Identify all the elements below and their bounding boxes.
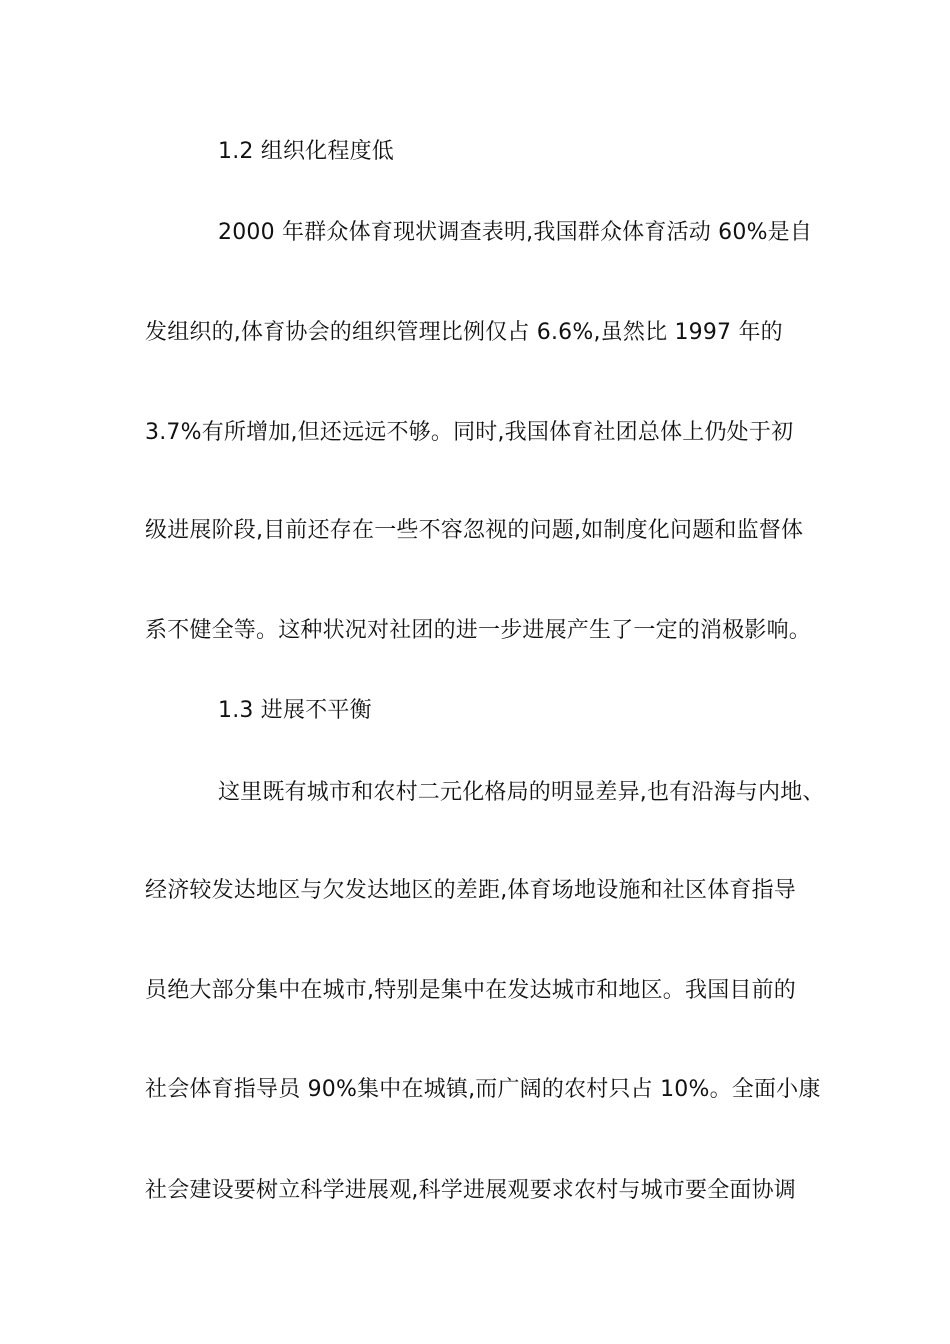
paragraph-line: 3.7%有所增加,但还远远不够。同时,我国体育社团总体上仍处于初 — [145, 420, 794, 445]
paragraph-line: 系不健全等。这种状况对社团的进一步进展产生了一定的消极影响。 — [145, 618, 812, 643]
paragraph-line: 发组织的,体育协会的组织管理比例仅占 6.6%,虽然比 1997 年的 — [145, 320, 783, 345]
paragraph-line: 这里既有城市和农村二元化格局的明显差异,也有沿海与内地、 — [218, 780, 825, 805]
paragraph-line: 社会建设要树立科学进展观,科学进展观要求农村与城市要全面协调 — [145, 1178, 796, 1203]
section-heading-1-2: 1.2 组织化程度低 — [218, 139, 394, 164]
paragraph-line: 经济较发达地区与欠发达地区的差距,体育场地设施和社区体育指导 — [145, 878, 796, 903]
paragraph-line: 员绝大部分集中在城市,特别是集中在发达城市和地区。我国目前的 — [145, 978, 796, 1003]
paragraph-line: 2000 年群众体育现状调查表明,我国群众体育活动 60%是自 — [218, 220, 813, 245]
paragraph-line: 社会体育指导员 90%集中在城镇,而广阔的农村只占 10%。全面小康 — [145, 1077, 821, 1102]
paragraph-line: 级进展阶段,目前还存在一些不容忽视的问题,如制度化问题和监督体 — [145, 518, 804, 543]
section-heading-1-3: 1.3 进展不平衡 — [218, 698, 372, 723]
